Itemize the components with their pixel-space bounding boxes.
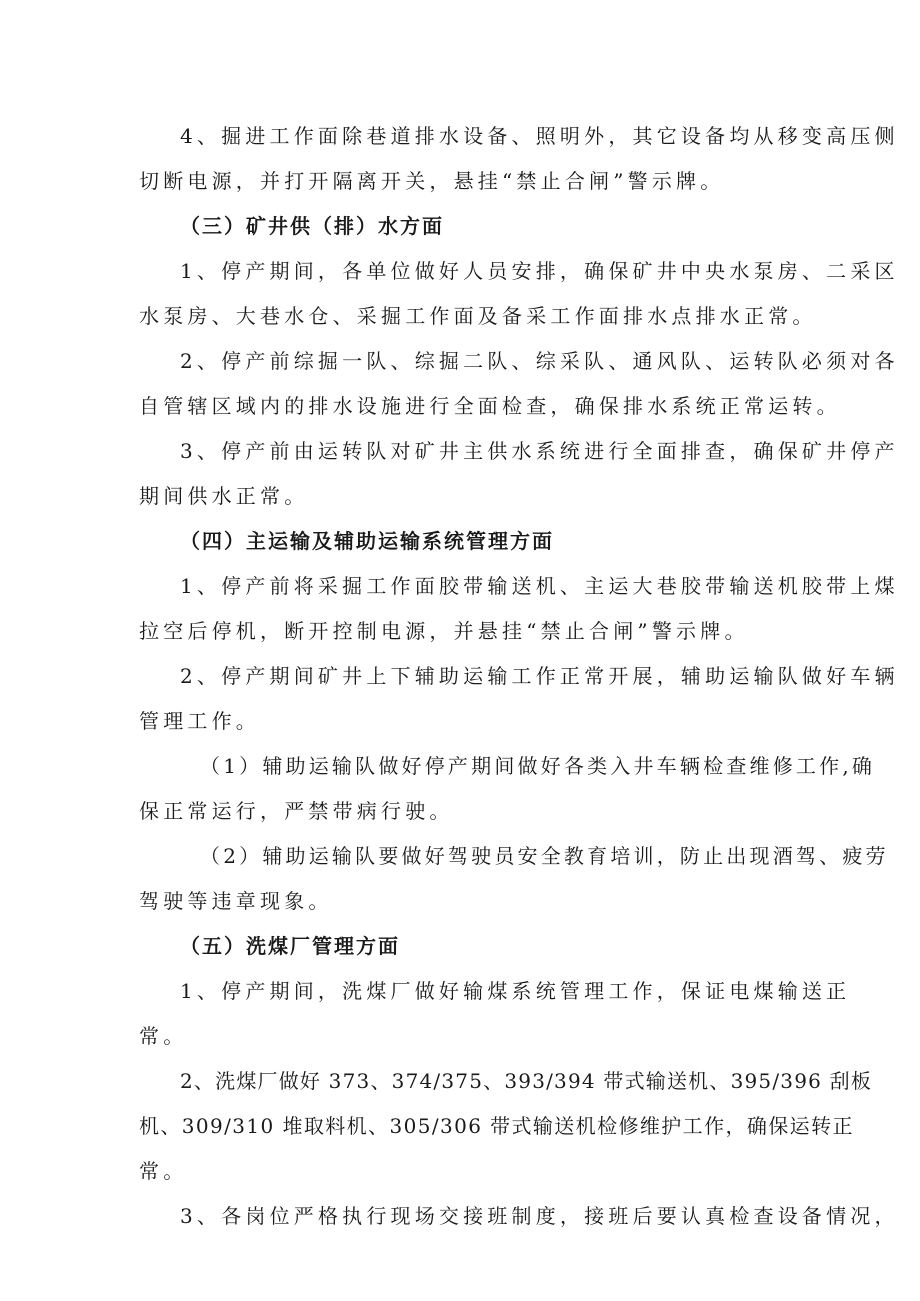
paragraph-line: 3、各岗位严格执行现场交接班制度，接班后要认真检查设备情况， — [180, 1204, 899, 1228]
paragraph-line: 管理工作。 — [139, 709, 260, 733]
paragraph-line: 常。 — [139, 1024, 188, 1048]
paragraph-line: 2、停产前综掘一队、综掘二队、综采队、通风队、运转队必须对各 — [180, 349, 899, 373]
paragraph-line: 1、停产期间，各单位做好人员安排，确保矿井中央水泵房、二采区 — [180, 259, 899, 283]
section-heading: （三）矿井供（排）水方面 — [180, 214, 444, 238]
paragraph-line: 水泵房、大巷水仓、采掘工作面及备采工作面排水点排水正常。 — [139, 304, 817, 328]
paragraph-line: 1、停产期间，洗煤厂做好输煤系统管理工作，保证电煤输送正 — [180, 979, 851, 1003]
paragraph-line: （1）辅助运输队做好停产期间做好各类入井车辆检查维修工作,确 — [200, 754, 876, 778]
paragraph-line: 机、309/310 堆取料机、305/306 带式输送机检修维护工作，确保运转正 — [139, 1114, 854, 1138]
paragraph-line: 拉空后停机，断开控制电源，并悬挂“禁止合闸”警示牌。 — [139, 619, 749, 643]
section-heading: （五）洗煤厂管理方面 — [180, 934, 400, 958]
paragraph-line: 保正常运行，严禁带病行驶。 — [139, 799, 454, 823]
paragraph-line: 1、停产前将采掘工作面胶带输送机、主运大巷胶带输送机胶带上煤 — [180, 574, 899, 598]
paragraph-line: 自管辖区域内的排水设施进行全面检查，确保排水系统正常运转。 — [139, 394, 841, 418]
paragraph-line: 2、洗煤厂做好 373、374/375、393/394 带式输送机、395/396 刮板 — [180, 1069, 873, 1093]
paragraph-line: 3、停产前由运转队对矿井主供水系统进行全面排查，确保矿井停产 — [180, 439, 899, 463]
paragraph-line: （2）辅助运输队要做好驾驶员安全教育培训，防止出现酒驾、疲劳 — [200, 844, 889, 868]
paragraph-line: 常。 — [139, 1159, 188, 1183]
paragraph-line: 驾驶等违章现象。 — [139, 889, 333, 913]
paragraph-line: 期间供水正常。 — [139, 484, 309, 508]
paragraph-line: 2、停产期间矿井上下辅助运输工作正常开展，辅助运输队做好车辆 — [180, 664, 899, 688]
paragraph-line: 4、掘进工作面除巷道排水设备、照明外，其它设备均从移变高压侧 — [180, 124, 899, 148]
paragraph-line: 切断电源，并打开隔离开关，悬挂“禁止合闸”警示牌。 — [139, 169, 725, 193]
section-heading: （四）主运输及辅助运输系统管理方面 — [180, 529, 554, 553]
